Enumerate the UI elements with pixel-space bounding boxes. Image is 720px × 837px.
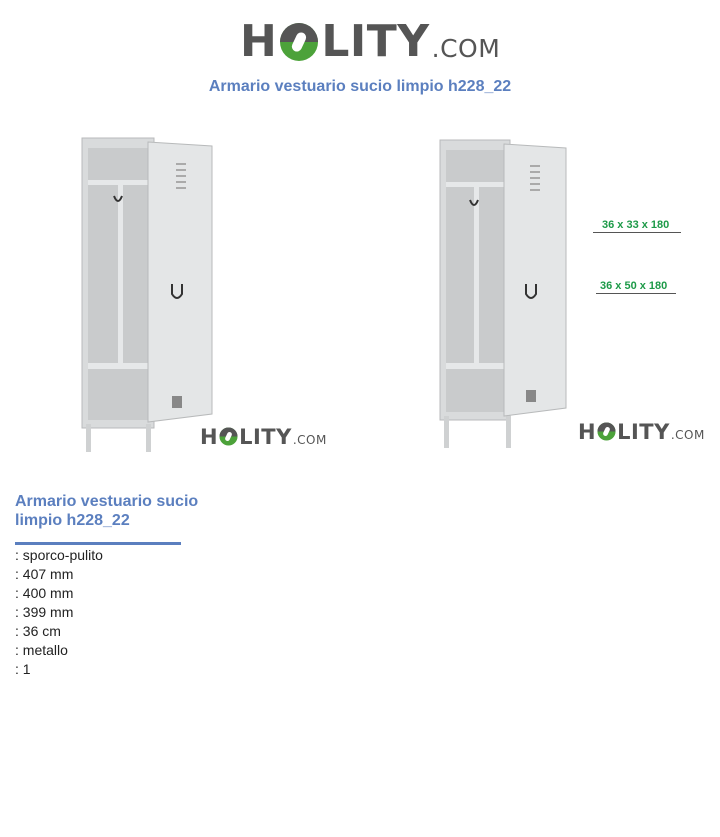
page-title: Armario vestuario sucio limpio h228_22 — [208, 78, 512, 95]
watermark-logo-right — [578, 421, 705, 443]
title-underline — [15, 542, 181, 545]
logo-text-h: H — [240, 16, 278, 67]
dimension-label-top: 36 x 33 x 180 — [602, 219, 670, 231]
spec-item: : 407 mm — [15, 566, 74, 582]
spec-item: : 400 mm — [15, 585, 74, 601]
dimension-line-top — [593, 232, 681, 233]
spec-item: : sporco-pulito — [15, 547, 103, 563]
spec-list — [15, 546, 103, 679]
logo-domain: .COM — [670, 428, 705, 442]
logo-text-lity: LITY — [617, 420, 670, 444]
holity-logo[interactable] — [240, 14, 500, 66]
locker-image — [434, 136, 574, 452]
logo-text-lity: LITY — [239, 425, 292, 449]
product-image-left[interactable] — [76, 134, 226, 459]
logo-o-icon — [219, 427, 238, 446]
dimension-label-bottom: 36 x 50 x 180 — [600, 280, 668, 292]
product-image-right[interactable] — [434, 136, 574, 457]
dimension-line-bottom — [596, 293, 676, 294]
watermark-logo-left — [200, 426, 327, 448]
spec-item: : 1 — [15, 661, 31, 677]
logo-domain: .COM — [292, 433, 327, 447]
spec-item: : 36 cm — [15, 623, 61, 639]
logo-text-h: H — [200, 425, 219, 449]
logo-o-icon — [279, 22, 319, 62]
spec-item: : 399 mm — [15, 604, 74, 620]
locker-image — [76, 134, 226, 454]
logo-text-h: H — [578, 420, 597, 444]
logo-o-icon — [597, 422, 616, 441]
logo-text-lity: LITY — [321, 16, 430, 67]
product-title: Armario vestuario sucio limpio h228_22 — [15, 493, 199, 529]
spec-item: : metallo — [15, 642, 68, 658]
logo-domain: .COM — [431, 34, 501, 63]
